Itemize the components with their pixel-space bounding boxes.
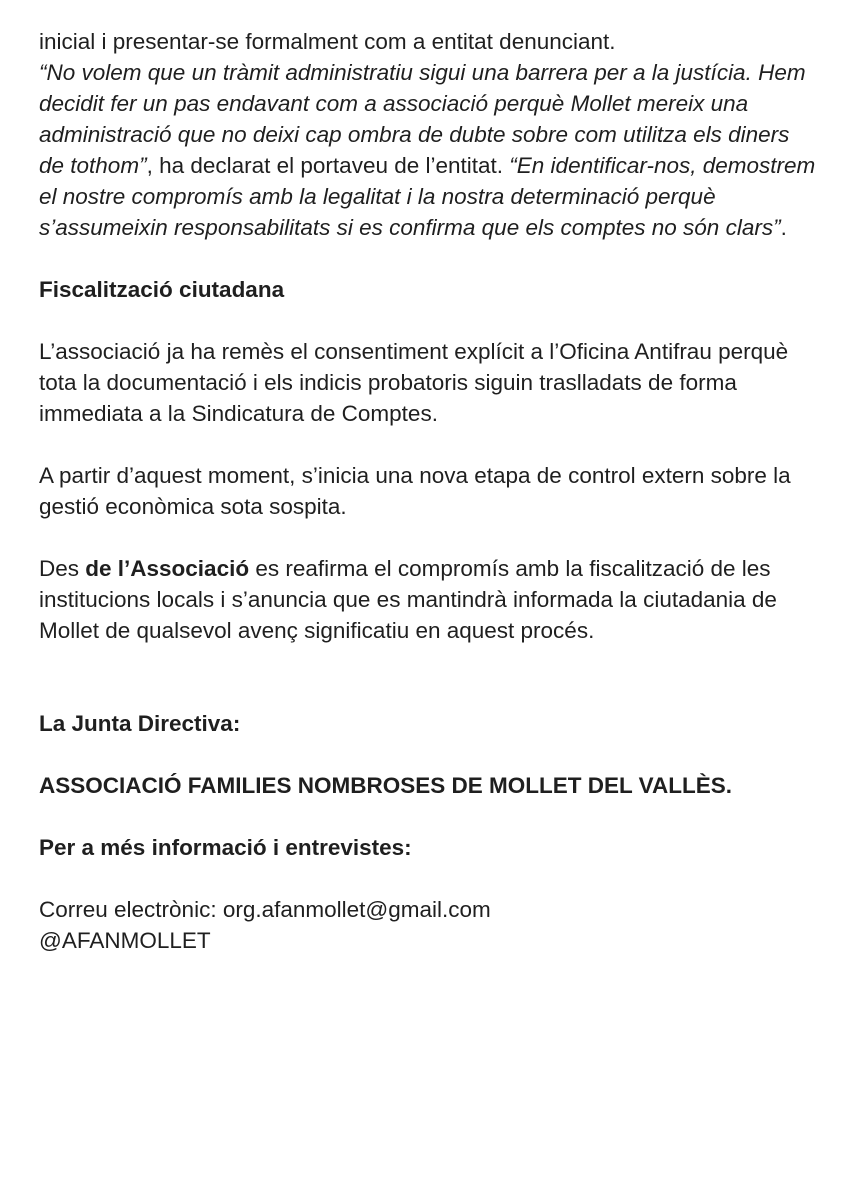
organization-name: ASSOCIACIÓ FAMILIES NOMBROSES DE MOLLET DEL VALLÈS.	[39, 773, 732, 798]
intro-line: inicial i presentar-se formalment com a entitat denunciant.	[39, 29, 616, 54]
section-heading: Fiscalització ciutadana	[39, 277, 285, 302]
commitment-bold: de l’Associació	[85, 556, 250, 581]
contact-heading: Per a més informació i entrevistes:	[39, 835, 412, 860]
email-label: Correu electrònic:	[39, 897, 223, 922]
email-link[interactable]: org.afanmollet@gmail.com	[222, 897, 491, 922]
intro-paragraph	[39, 26, 819, 243]
paragraph-antifrau: L’associació ja ha remès el consentiment explícit a l’Oficina Antifrau perquè tota la documentació i els indicis probatoris siguin traslladats de forma immediata a la Sindicatura de Comptes.	[39, 339, 789, 426]
quote-text: “No volem que un tràmit administratiu sigui una barrera per a la justícia. Hem decidit fer un pas endavant com a associació perquè Mollet mereix una administració que no deixi cap ombra de dubte sobre com utilitza els diners de tothom”	[39, 60, 806, 178]
quote-text: “En identificar-nos, demostrem el nostre compromís amb la legalitat i la nostra determinació perquè s’assumeixin responsabilitats si es confirma que els comptes no són clars”	[39, 153, 816, 240]
contact-block	[39, 894, 819, 956]
paragraph-control: A partir d’aquest moment, s’inicia una nova etapa de control extern sobre la gestió econòmica sota sospita.	[39, 463, 791, 519]
social-handle-link[interactable]: @AFANMOLLET	[39, 928, 211, 953]
board-signature: La Junta Directiva:	[39, 711, 241, 736]
paragraph-commitment	[39, 553, 819, 646]
sentence-end: .	[780, 215, 787, 240]
attribution-text: , ha declarat el portaveu de l’entitat.	[146, 153, 510, 178]
press-release-page	[39, 26, 819, 956]
commitment-prefix: Des	[39, 556, 86, 581]
commitment-text: es reafirma el compromís amb la fiscalització de les institucions locals i s’anuncia que es mantindrà informada la ciutadania de Mollet de qualsevol avenç significatiu en aquest procés.	[39, 556, 777, 643]
